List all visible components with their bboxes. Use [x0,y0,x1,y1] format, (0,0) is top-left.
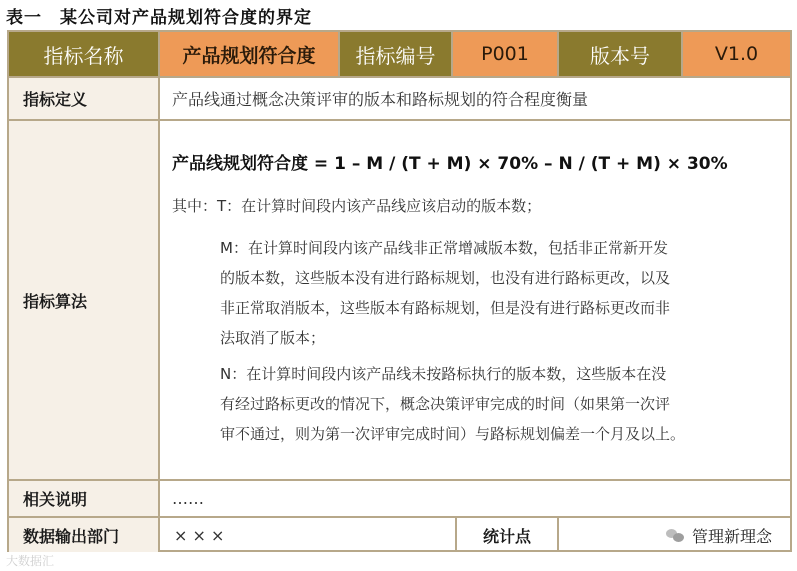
definition-row [9,76,790,119]
version-value: V1.0 [683,32,790,76]
table-caption: 表一 某公司对产品规划符合度的界定 [6,8,312,28]
brand-name: 管理新理念 [691,526,772,546]
version-label: 版本号 [559,32,683,76]
output-dept-label: 数据输出部门 [9,518,160,552]
algorithm-line: M：在计算时间段内该产品线非正常增减版本数，包括非正常新开发 [220,239,668,257]
algorithm-line: 有经过路标更改的情况下，概念决策评审完成的时间（如果第一次评 [220,395,671,413]
indicator-name-value: 产品规划符合度 [160,32,340,76]
algorithm-body [160,121,790,479]
notes-value: …… [172,489,204,508]
header-row [9,32,790,76]
stat-point-label: 统计点 [457,518,559,552]
notes-label: 相关说明 [9,481,160,516]
algorithm-line: 审不通过，则为第一次评审完成时间）与路标规划偏差一个月及以上。 [220,425,686,443]
indicator-id-label: 指标编号 [340,32,453,76]
watermark-text: 大数据汇 [6,554,55,568]
definition-value: 产品线通过概念决策评审的版本和路标规划的符合程度衡量 [172,90,589,109]
algorithm-line: 的版本数，这些版本没有进行路标规划，也没有进行路标更改，以及 [220,269,671,287]
algorithm-line: N：在计算时间段内该产品线未按路标执行的版本数，这些版本在没 [220,365,667,383]
output-row [9,516,790,552]
indicator-table [7,30,792,552]
algorithm-intro: 其中：T：在计算时间段内该产品线应该启动的版本数； [172,197,542,215]
algorithm-formula: 产品线规划符合度 = 1 – M / (T + M) × 70% – N / (T + M) × 30% [172,154,728,174]
indicator-name-label: 指标名称 [9,32,160,76]
algorithm-row [9,119,790,479]
chat-bubble-icon [666,528,684,542]
algorithm-line: 法取消了版本； [220,329,326,347]
output-dept-value: × × × [160,518,457,552]
algorithm-label: 指标算法 [9,121,160,479]
notes-row [9,479,790,516]
definition-label: 指标定义 [9,78,160,119]
indicator-id-value: P001 [453,32,559,76]
brand-cell [559,518,790,552]
algorithm-line: 非正常取消版本，这些版本有路标规划，但是没有进行路标更改而非 [220,299,671,317]
